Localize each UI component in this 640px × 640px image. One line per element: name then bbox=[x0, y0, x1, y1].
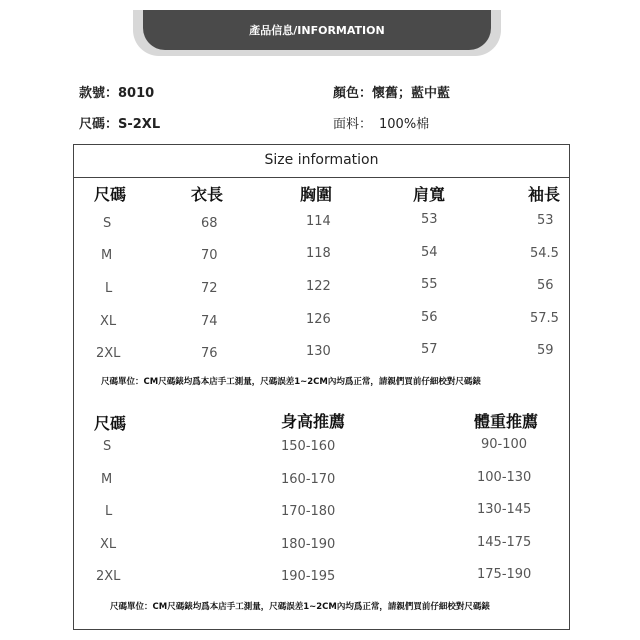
table-cell: 74 bbox=[201, 314, 218, 329]
table-cell: 53 bbox=[537, 213, 554, 228]
table-cell: 170-180 bbox=[281, 504, 336, 519]
table-cell: 175-190 bbox=[477, 567, 532, 582]
rec-table-header: 體重推薦 bbox=[474, 412, 539, 431]
table-cell: XL bbox=[100, 314, 117, 329]
table-cell: 130-145 bbox=[477, 502, 532, 517]
size-range: 尺碼：S-2XL bbox=[79, 117, 161, 132]
table-cell: 122 bbox=[306, 279, 331, 294]
table-cell: 72 bbox=[201, 281, 218, 296]
table-cell: 76 bbox=[201, 346, 218, 361]
table-cell: 180-190 bbox=[281, 537, 336, 552]
panel-title: Size information bbox=[264, 152, 379, 168]
table-cell: M bbox=[101, 248, 113, 263]
table-cell: 70 bbox=[201, 248, 218, 263]
table-cell: 126 bbox=[306, 312, 331, 327]
table-cell: 55 bbox=[421, 277, 438, 292]
table-cell: 2XL bbox=[96, 569, 121, 584]
table-cell: 150-160 bbox=[281, 439, 336, 454]
table-cell: 54 bbox=[421, 245, 438, 260]
style-number: 款號：8010 bbox=[79, 86, 155, 101]
table-cell: 100-130 bbox=[477, 470, 532, 485]
table-cell: XL bbox=[100, 537, 117, 552]
color-info: 顏色：懷舊；藍中藍 bbox=[333, 86, 451, 101]
measurement-note: 尺碼單位：CM尺碼錶均爲本店手工測量，尺碼誤差1~2CM內均爲正常，請親們買前仔細校對尺碼錶 bbox=[101, 377, 481, 387]
table-cell: 130 bbox=[306, 344, 331, 359]
table-cell: 54.5 bbox=[530, 246, 559, 261]
table-cell: 68 bbox=[201, 216, 218, 231]
table-cell: 118 bbox=[306, 246, 331, 261]
table-cell: 2XL bbox=[96, 346, 121, 361]
rec-table-header: 身高推薦 bbox=[281, 412, 346, 431]
measurement-note: 尺碼單位：CM尺碼錶均爲本店手工測量，尺碼誤差1~2CM內均爲正常，請親們買前仔細校對尺碼錶 bbox=[110, 602, 490, 612]
panel-divider bbox=[74, 177, 569, 178]
table-cell: 160-170 bbox=[281, 472, 336, 487]
fabric-value: 100%棉 bbox=[379, 117, 430, 132]
table-cell: 57.5 bbox=[530, 311, 559, 326]
size-table-header: 衣長 bbox=[191, 185, 224, 204]
table-cell: L bbox=[105, 504, 113, 519]
table-cell: 114 bbox=[306, 214, 331, 229]
banner-title: 產品信息/INFORMATION bbox=[143, 10, 491, 50]
size-table-header: 尺碼 bbox=[94, 185, 127, 204]
table-cell: 53 bbox=[421, 212, 438, 227]
rec-table-header: 尺碼 bbox=[94, 414, 127, 433]
table-cell: 190-195 bbox=[281, 569, 336, 584]
table-cell: S bbox=[103, 439, 112, 454]
table-cell: L bbox=[105, 281, 113, 296]
size-table-header: 袖長 bbox=[528, 185, 561, 204]
table-cell: 145-175 bbox=[477, 535, 532, 550]
table-cell: 90-100 bbox=[481, 437, 528, 452]
size-table-header: 胸圍 bbox=[300, 185, 333, 204]
table-cell: S bbox=[103, 216, 112, 231]
table-cell: M bbox=[101, 472, 113, 487]
table-cell: 59 bbox=[537, 343, 554, 358]
size-info-panel bbox=[73, 144, 570, 630]
table-cell: 56 bbox=[537, 278, 554, 293]
fabric-label: 面料： bbox=[333, 117, 373, 132]
table-cell: 56 bbox=[421, 310, 438, 325]
table-cell: 57 bbox=[421, 342, 438, 357]
size-table-header: 肩寬 bbox=[413, 185, 446, 204]
